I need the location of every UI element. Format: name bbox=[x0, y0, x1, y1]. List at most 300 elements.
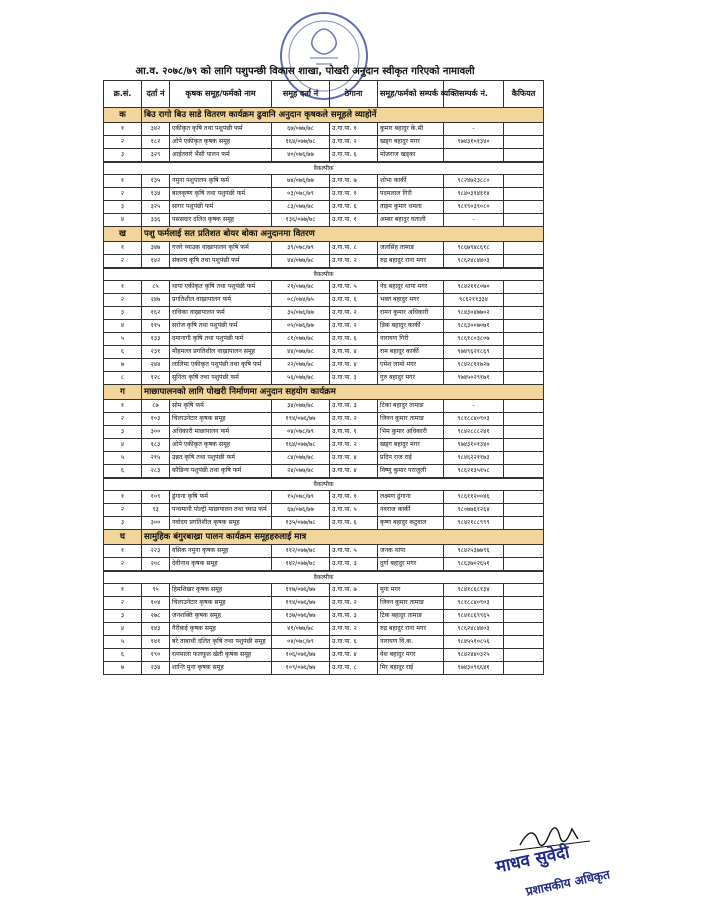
reg-no-cell: ३२५ bbox=[142, 201, 170, 214]
contact-person-cell: नेद बहादुर थापा मगर bbox=[378, 281, 444, 294]
group-reg-cell: ८४/०७७/७८ bbox=[272, 452, 330, 465]
address-cell: उ.गा.पा. २ bbox=[330, 439, 378, 452]
serial-cell: ६ bbox=[104, 649, 142, 662]
group-reg-cell: ३५/०७६/७७ bbox=[272, 307, 330, 320]
contact-no-cell: ९८४२११८०७० bbox=[444, 281, 504, 294]
alternate-label-row bbox=[104, 268, 544, 281]
serial-cell: ३ bbox=[104, 149, 142, 163]
serial-cell: १ bbox=[104, 400, 142, 413]
contact-person-cell: रामन कुमार अधिकारी bbox=[378, 307, 444, 320]
table-header-row bbox=[104, 81, 544, 108]
contact-person-cell: टिक बहादुर तामाङ bbox=[378, 610, 444, 623]
address-cell: उ.गा.पा. २ bbox=[330, 623, 378, 636]
serial-cell: २ bbox=[104, 188, 142, 201]
contact-person-cell: डिक बहादुर कार्की bbox=[378, 320, 444, 333]
address-cell: उ.गा.पा. ३ bbox=[330, 372, 378, 385]
group-reg-cell: ३४/०७७/७८ bbox=[272, 400, 330, 413]
table-row bbox=[104, 649, 544, 662]
remarks-cell bbox=[504, 281, 544, 294]
signatory-name: माधव सुवेदी bbox=[494, 842, 572, 878]
group-name-cell: रत्नमाला फलफूल खेती कृषक समूह bbox=[170, 649, 272, 662]
reg-no-cell: १०४ bbox=[142, 597, 170, 610]
group-name-cell: गैरीबाई कृषक समूह bbox=[170, 623, 272, 636]
serial-cell: २ bbox=[104, 255, 142, 269]
reg-no-cell: ३४७ bbox=[142, 242, 170, 255]
reg-no-cell: ३२९ bbox=[142, 149, 170, 163]
group-reg-cell: २१/०७७/७८ bbox=[272, 281, 330, 294]
reg-no-cell: ९३ bbox=[142, 504, 170, 517]
group-name-cell: मौहमल्ल प्रगतिशील वाख्रापालन समूह bbox=[170, 346, 272, 359]
serial-cell: ७ bbox=[104, 359, 142, 372]
reg-no-cell: १०९ bbox=[142, 491, 170, 504]
serial-cell: २ bbox=[104, 504, 142, 517]
contact-person-cell: मुना मगर bbox=[378, 584, 444, 597]
alternate-label-row bbox=[104, 478, 544, 491]
contact-person-cell: मिर बहादुर राई bbox=[378, 662, 444, 675]
contact-no-cell: ९८४०३१४११४ bbox=[444, 188, 504, 201]
document-title: आ.व. २०७८/७९ को लागि पशुपन्छी विकास शाखा, पोखरी अनुदान स्वीकृत गरिएको नामावली bbox=[135, 66, 475, 77]
contact-no-cell: ९८४१८६९९६५ bbox=[444, 610, 504, 623]
reg-no-cell: ११५ bbox=[142, 320, 170, 333]
remarks-cell bbox=[504, 149, 544, 163]
table-row bbox=[104, 558, 544, 572]
alternate-label-row bbox=[104, 571, 544, 584]
contact-person-cell: पदमलाल गिरी bbox=[378, 188, 444, 201]
table-row bbox=[104, 123, 544, 136]
reg-no-cell: ३०० bbox=[142, 517, 170, 530]
contact-no-cell: ९८६२१३५१५८ bbox=[444, 465, 504, 479]
contact-person-cell: भिम कुमार अधिकारी bbox=[378, 426, 444, 439]
remarks-cell bbox=[504, 136, 544, 149]
remarks-cell bbox=[504, 320, 544, 333]
remarks-cell bbox=[504, 584, 544, 597]
reg-no-cell: १४२ bbox=[142, 255, 170, 269]
group-reg-cell: ८३/०७७/७८ bbox=[272, 201, 330, 214]
table-row bbox=[104, 597, 544, 610]
contact-person-cell: जिवन कुमार तामाङ bbox=[378, 413, 444, 426]
table-row bbox=[104, 214, 544, 227]
contact-person-cell: कृष्ण बहादुर कटुवाल bbox=[378, 517, 444, 530]
address-cell: उ.गा.पा. १ bbox=[330, 214, 378, 227]
table-row bbox=[104, 584, 544, 597]
header-group-reg-no: समूह दर्ता नं bbox=[272, 81, 330, 108]
section-title: पशु फर्मलाई सत प्रतिशत बोयर बोका अनुदानमा वितरण bbox=[142, 227, 544, 242]
reg-no-cell: १४३ bbox=[142, 623, 170, 636]
address-cell: उ.गा.पा. ३ bbox=[330, 400, 378, 413]
serial-cell: ५ bbox=[104, 333, 142, 346]
remarks-cell bbox=[504, 372, 544, 385]
reg-no-cell: १८२ bbox=[142, 136, 170, 149]
contact-no-cell: ९८१८८४०९०३ bbox=[444, 413, 504, 426]
serial-cell: ४ bbox=[104, 214, 142, 227]
remarks-cell bbox=[504, 188, 544, 201]
group-reg-cell: ७४/०७६/७७ bbox=[272, 175, 330, 188]
header-serial: क्र.सं. bbox=[104, 81, 142, 108]
serial-cell: १ bbox=[104, 281, 142, 294]
address-cell: उ.गा.पा. ७ bbox=[330, 584, 378, 597]
group-reg-cell: ८१/०७७/७८ bbox=[272, 333, 330, 346]
reg-no-cell: ३०० bbox=[142, 426, 170, 439]
remarks-cell bbox=[504, 359, 544, 372]
header-remarks: कैफियत bbox=[504, 81, 544, 108]
contact-no-cell: - bbox=[444, 400, 504, 413]
remarks-cell bbox=[504, 662, 544, 675]
remarks-cell bbox=[504, 214, 544, 227]
group-name-cell: अधिकारी माछापालन फर्म bbox=[170, 426, 272, 439]
header-address: ठेगाना bbox=[330, 81, 378, 108]
group-reg-cell: २४/०७७/७८ bbox=[272, 465, 330, 479]
group-name-cell: दमानागी कृषि तथा पशुपंछी फर्म bbox=[170, 333, 272, 346]
contact-no-cell: ९८१९०३९०८० bbox=[444, 201, 504, 214]
serial-cell: २ bbox=[104, 294, 142, 307]
address-cell: उ.गा.पा. १ bbox=[330, 426, 378, 439]
alternate-label: वैकल्पीक bbox=[104, 162, 544, 175]
serial-cell: ७ bbox=[104, 662, 142, 675]
group-reg-cell: ४४/०७७/७८ bbox=[272, 255, 330, 269]
serial-cell: ३ bbox=[104, 307, 142, 320]
address-cell: उ.गा.पा. १ bbox=[330, 188, 378, 201]
table-row bbox=[104, 359, 544, 372]
group-name-cell: ढुंगाना कृषि फर्म bbox=[170, 491, 272, 504]
remarks-cell bbox=[504, 413, 544, 426]
serial-cell: १ bbox=[104, 123, 142, 136]
section-title: माछापालनको लागि पोखरी निर्माणमा अनुदान सहयोग कार्यक्रम bbox=[142, 385, 544, 400]
contact-person-cell: भक्त बहादुर मगर bbox=[378, 294, 444, 307]
address-cell: उ.गा.पा. ३ bbox=[330, 558, 378, 572]
contact-person-cell: वेश बहादुर मगर bbox=[378, 649, 444, 662]
address-cell: उ.गा.पा. ६ bbox=[330, 333, 378, 346]
header-reg-no: दर्ता नं bbox=[142, 81, 170, 108]
reg-no-cell: २७८ bbox=[142, 610, 170, 623]
remarks-cell bbox=[504, 610, 544, 623]
table-row bbox=[104, 188, 544, 201]
contact-person-cell: मोजराज खड्का bbox=[378, 149, 444, 163]
address-cell: उ.गा.पा. २ bbox=[330, 255, 378, 269]
remarks-cell bbox=[504, 558, 544, 572]
group-reg-cell: १५/०७८/७९ bbox=[272, 491, 330, 504]
table-row bbox=[104, 281, 544, 294]
contact-person-cell: रुद्र बहादुर राना मगर bbox=[378, 623, 444, 636]
contact-no-cell: ९८४२१८८९९९ bbox=[444, 517, 504, 530]
address-cell: उ.गा.पा. ४ bbox=[330, 359, 378, 372]
table-row bbox=[104, 149, 544, 163]
reg-no-cell: १३५ bbox=[142, 175, 170, 188]
group-name-cell: संकल्प कृषि तथा पशुपंछी फर्म bbox=[170, 255, 272, 269]
address-cell: उ.गा.पा. ४ bbox=[330, 452, 378, 465]
reg-no-cell: १८३ bbox=[142, 439, 170, 452]
group-reg-cell: ११२/०७७/७८ bbox=[272, 545, 330, 558]
table-row bbox=[104, 346, 544, 359]
contact-no-cell: ९८४२८११७२७ bbox=[444, 359, 504, 372]
contact-no-cell: ९७४३१०१३४० bbox=[444, 439, 504, 452]
grant-table bbox=[103, 80, 544, 675]
reg-no-cell: १३३ bbox=[142, 333, 170, 346]
address-cell: उ.गा.पा. ६ bbox=[330, 636, 378, 649]
table-row bbox=[104, 610, 544, 623]
remarks-cell bbox=[504, 545, 544, 558]
contact-person-cell: दुर्गा बहादुर मगर bbox=[378, 558, 444, 572]
contact-no-cell: ९८४३०४७७०२ bbox=[444, 307, 504, 320]
section-header-row bbox=[104, 108, 544, 123]
table-row bbox=[104, 623, 544, 636]
group-name-cell: सरोज कृषि तथा पशुपंछी फर्म bbox=[170, 320, 272, 333]
group-reg-cell: १३५/०७७/७८ bbox=[272, 517, 330, 530]
serial-cell: १ bbox=[104, 584, 142, 597]
group-name-cell: कौडिन्य पशुपंछी तथा कृषि फर्म bbox=[170, 465, 272, 479]
reg-no-cell: ३४२ bbox=[142, 123, 170, 136]
remarks-cell bbox=[504, 491, 544, 504]
reg-no-cell: २८३ bbox=[142, 465, 170, 479]
contact-person-cell: लक्ष्मण ढुंगाना bbox=[378, 491, 444, 504]
signatory-designation: प्रशासकीय अधिकृत bbox=[524, 867, 612, 899]
address-cell: उ.गा.पा. २ bbox=[330, 320, 378, 333]
group-name-cell: ओपे एकीकृत कृषक समूह bbox=[170, 136, 272, 149]
group-name-cell: प्रगतिशील वाख्रापालन फर्म bbox=[170, 294, 272, 307]
serial-cell: १ bbox=[104, 242, 142, 255]
group-reg-cell: १४२/०७७/७८ bbox=[272, 558, 330, 572]
address-cell: उ.गा.पा. ६ bbox=[330, 517, 378, 530]
group-reg-cell: २२/०७७/७८ bbox=[272, 359, 330, 372]
group-name-cell: शान्ति मुना कृषक समूह bbox=[170, 662, 272, 675]
group-reg-cell: ४४/०७७/७८ bbox=[272, 346, 330, 359]
contact-person-cell: खड्ग बहादुर मगर bbox=[378, 136, 444, 149]
serial-cell: २ bbox=[104, 597, 142, 610]
reg-no-cell: ३३६ bbox=[142, 214, 170, 227]
table-row bbox=[104, 136, 544, 149]
group-name-cell: नमुना पशुपालन कृषि फर्म bbox=[170, 175, 272, 188]
address-cell: उ.गा.पा. ८ bbox=[330, 662, 378, 675]
contact-person-cell: खड्ग बहादुर मगर bbox=[378, 439, 444, 452]
contact-no-cell: ९८१८८४०९०३ bbox=[444, 597, 504, 610]
contact-person-cell: गुरु बहादुर मगर bbox=[378, 372, 444, 385]
group-name-cell: नवोदय प्रगतिशील कृषक समूह bbox=[170, 517, 272, 530]
section-code: ख bbox=[104, 227, 142, 242]
group-reg-cell: १३६/०७७/७८ bbox=[272, 214, 330, 227]
table-row bbox=[104, 255, 544, 269]
serial-cell: ६ bbox=[104, 465, 142, 479]
group-name-cell: चिलाउनेटार कृषक समूह bbox=[170, 597, 272, 610]
group-name-cell: बालकृष्ण कृषि तथा पशुपंछी फर्म bbox=[170, 188, 272, 201]
serial-cell: ३ bbox=[104, 201, 142, 214]
address-cell: उ.गा.पा. ८ bbox=[330, 242, 378, 255]
group-name-cell: वसिक नमुना कृषक समूह bbox=[170, 545, 272, 558]
group-reg-cell: ०४/०७८/७९ bbox=[272, 426, 330, 439]
group-reg-cell: ४१/०७७/७८ bbox=[272, 623, 330, 636]
serial-cell: १ bbox=[104, 175, 142, 188]
contact-person-cell: एमेश लामो मगर bbox=[378, 359, 444, 372]
table-row bbox=[104, 662, 544, 675]
contact-no-cell: ९७४३०९६६४१ bbox=[444, 662, 504, 675]
serial-cell: ३ bbox=[104, 517, 142, 530]
contact-no-cell: ९८६२४८४४०३ bbox=[444, 623, 504, 636]
reg-no-cell: १९० bbox=[142, 649, 170, 662]
contact-no-cell: ९७४५०२९१७१ bbox=[444, 372, 504, 385]
remarks-cell bbox=[504, 294, 544, 307]
contact-no-cell: ९८४६२२११७३ bbox=[444, 452, 504, 465]
section-header-row bbox=[104, 385, 544, 400]
group-reg-cell: १६४/०७७/७८ bbox=[272, 136, 330, 149]
table-row bbox=[104, 372, 544, 385]
remarks-cell bbox=[504, 123, 544, 136]
group-reg-cell: १०९/०७६/७७ bbox=[272, 662, 330, 675]
remarks-cell bbox=[504, 517, 544, 530]
contact-no-cell: ९८६११२००४६ bbox=[444, 491, 504, 504]
remarks-cell bbox=[504, 333, 544, 346]
table-row bbox=[104, 294, 544, 307]
serial-cell: २ bbox=[104, 136, 142, 149]
contact-person-cell: नवराज कार्की bbox=[378, 504, 444, 517]
remarks-cell bbox=[504, 452, 544, 465]
reg-no-cell: ८५ bbox=[142, 281, 170, 294]
contact-no-cell: ९८६१८०३८०७ bbox=[444, 333, 504, 346]
address-cell: उ.गा.पा. ५ bbox=[330, 504, 378, 517]
group-reg-cell: ११४/०७६/७७ bbox=[272, 413, 330, 426]
reg-no-cell: १४१ bbox=[142, 636, 170, 649]
contact-person-cell: प्रदिप राज राई bbox=[378, 452, 444, 465]
reg-no-cell: २०८ bbox=[142, 558, 170, 572]
contact-no-cell: ९८२४७२३८८० bbox=[444, 175, 504, 188]
contact-no-cell: ९८४२५३७७९६ bbox=[444, 545, 504, 558]
address-cell: उ.गा.पा. २ bbox=[330, 597, 378, 610]
remarks-cell bbox=[504, 439, 544, 452]
group-reg-cell: १६४/०७७/७८ bbox=[272, 439, 330, 452]
address-cell: उ.गा.पा. ४ bbox=[330, 465, 378, 479]
address-cell: उ.गा.पा. २ bbox=[330, 413, 378, 426]
group-name-cell: पन्चमानी पोल्ट्री माछापालन तथा च्याउ फर्म bbox=[170, 504, 272, 517]
contact-no-cell: ९८०७७६१२६४ bbox=[444, 504, 504, 517]
group-reg-cell: ०३/०७८/७९ bbox=[272, 188, 330, 201]
remarks-cell bbox=[504, 346, 544, 359]
reg-no-cell: २३१ bbox=[142, 346, 170, 359]
reg-no-cell: २४७ bbox=[142, 294, 170, 307]
remarks-cell bbox=[504, 255, 544, 269]
address-cell: उ.गा.पा. १ bbox=[330, 491, 378, 504]
table-row bbox=[104, 517, 544, 530]
table-row bbox=[104, 333, 544, 346]
group-name-cell: देवीनाथ कृषक समूह bbox=[170, 558, 272, 572]
contact-person-cell: जिवन कुमार तामाङ bbox=[378, 597, 444, 610]
serial-cell: ५ bbox=[104, 636, 142, 649]
address-cell: उ.गा.पा. ५ bbox=[330, 281, 378, 294]
remarks-cell bbox=[504, 175, 544, 188]
table-row bbox=[104, 307, 544, 320]
remarks-cell bbox=[504, 623, 544, 636]
contact-person-cell: जनक थापा bbox=[378, 545, 444, 558]
header-contact-no: सम्पर्क नं. bbox=[444, 81, 504, 108]
table-row bbox=[104, 636, 544, 649]
reg-no-cell: २१५ bbox=[142, 452, 170, 465]
table-row bbox=[104, 426, 544, 439]
contact-person-cell: विष्णु कुमार पराजुली bbox=[378, 465, 444, 479]
table-row bbox=[104, 465, 544, 479]
address-cell: उ.गा.पा. २ bbox=[330, 307, 378, 320]
serial-cell: ५ bbox=[104, 452, 142, 465]
reg-no-cell: २३४ bbox=[142, 662, 170, 675]
contact-no-cell: ९८४२४४०३२५ bbox=[444, 649, 504, 662]
contact-no-cell: ९८६३७०२६५१ bbox=[444, 558, 504, 572]
contact-person-cell: टिका बहादुर तामाङ bbox=[378, 400, 444, 413]
section-title: बिउ रागो बिउ साडे वितरण कार्यक्रम ढुवानि अनुदान कृषकले समूहले व्याहोर्ने bbox=[142, 108, 544, 123]
table-row bbox=[104, 413, 544, 426]
header-group-name: कृषक समूह/फर्मको नाम bbox=[170, 81, 272, 108]
contact-no-cell: ९८६२११३३४ bbox=[444, 294, 504, 307]
contact-no-cell: ९८४१८६८१३४ bbox=[444, 584, 504, 597]
table-row bbox=[104, 400, 544, 413]
contact-person-cell: राम बहादुर कार्की bbox=[378, 346, 444, 359]
address-cell: उ.गा.पा. ६ bbox=[330, 149, 378, 163]
serial-cell: १ bbox=[104, 491, 142, 504]
serial-cell: २ bbox=[104, 413, 142, 426]
group-name-cell: सोम कृषि फर्म bbox=[170, 400, 272, 413]
section-header-row bbox=[104, 530, 544, 545]
table-row bbox=[104, 545, 544, 558]
remarks-cell bbox=[504, 307, 544, 320]
contact-no-cell bbox=[444, 149, 504, 163]
contact-person-cell: रुद्र बहादुर राना मगर bbox=[378, 255, 444, 269]
group-name-cell: लालिमा एकीकृत पशुपंछी तथा कृषि फर्म bbox=[170, 359, 272, 372]
serial-cell: ४ bbox=[104, 623, 142, 636]
serial-cell: १ bbox=[104, 545, 142, 558]
remarks-cell bbox=[504, 201, 544, 214]
group-name-cell: एकीकृत कृषि तथा पशुपंछी फर्म bbox=[170, 123, 272, 136]
contact-person-cell: नारायण गिरी bbox=[378, 333, 444, 346]
table-row bbox=[104, 320, 544, 333]
contact-no-cell: ९७४३१०१३४० bbox=[444, 136, 504, 149]
alternate-label-row bbox=[104, 162, 544, 175]
address-cell: उ.गा.पा. २ bbox=[330, 136, 378, 149]
reg-no-cell: २४४ bbox=[142, 359, 170, 372]
reg-no-cell: १२८ bbox=[142, 372, 170, 385]
group-reg-cell: ११४/०७६/७७ bbox=[272, 597, 330, 610]
contact-no-cell: ९८६७९४८६१८ bbox=[444, 242, 504, 255]
contact-no-cell: ९७४९६२१८६९ bbox=[444, 346, 504, 359]
group-reg-cell: १३७/०७६/७७ bbox=[272, 610, 330, 623]
reg-no-cell: १३४ bbox=[142, 188, 170, 201]
group-reg-cell: ४०/०७६/७७ bbox=[272, 149, 330, 163]
section-code: क bbox=[104, 108, 142, 123]
address-cell: उ.गा.पा. ७ bbox=[330, 175, 378, 188]
group-reg-cell: ०८/०७४/७५ bbox=[272, 294, 330, 307]
group-reg-cell: १०६/०७६/७७ bbox=[272, 649, 330, 662]
section-code: घ bbox=[104, 530, 142, 545]
remarks-cell bbox=[504, 636, 544, 649]
header-contact-person: समूह/फर्मको सम्पर्क व्यक्ति bbox=[378, 81, 444, 108]
address-cell: उ.गा.पा. ४ bbox=[330, 649, 378, 662]
table-row bbox=[104, 201, 544, 214]
contact-person-cell: ताइम कुमार धमला bbox=[378, 201, 444, 214]
group-name-cell: चिलाउनेटार कृषक समूह bbox=[170, 413, 272, 426]
contact-no-cell: - bbox=[444, 123, 504, 136]
group-name-cell: सुनिता कृषि तथा पशुपंछी फर्म bbox=[170, 372, 272, 385]
contact-no-cell: - bbox=[444, 214, 504, 227]
contact-person-cell: नारायण वि.क. bbox=[378, 636, 444, 649]
contact-person-cell: अम्बर बहादुर घताली bbox=[378, 214, 444, 227]
group-reg-cell: ०५/०७६/७७ bbox=[272, 320, 330, 333]
address-cell: उ.गा.पा. ३ bbox=[330, 610, 378, 623]
group-name-cell: हिमशिखर कृषक समूह bbox=[170, 584, 272, 597]
section-code: ग bbox=[104, 385, 142, 400]
alternate-label: वैकल्पीक bbox=[104, 268, 544, 281]
group-name-cell: जनशक्ति कृषक समूह bbox=[170, 610, 272, 623]
remarks-cell bbox=[504, 400, 544, 413]
table-row bbox=[104, 439, 544, 452]
serial-cell: ४ bbox=[104, 320, 142, 333]
contact-person-cell: जलसिंह तामाङ bbox=[378, 242, 444, 255]
group-name-cell: गजरे व्याउक वाख्रापालन कृषि फर्म bbox=[170, 242, 272, 255]
remarks-cell bbox=[504, 504, 544, 517]
serial-cell: ३ bbox=[104, 610, 142, 623]
group-name-cell: सागर पशुपंछी फर्म bbox=[170, 201, 272, 214]
